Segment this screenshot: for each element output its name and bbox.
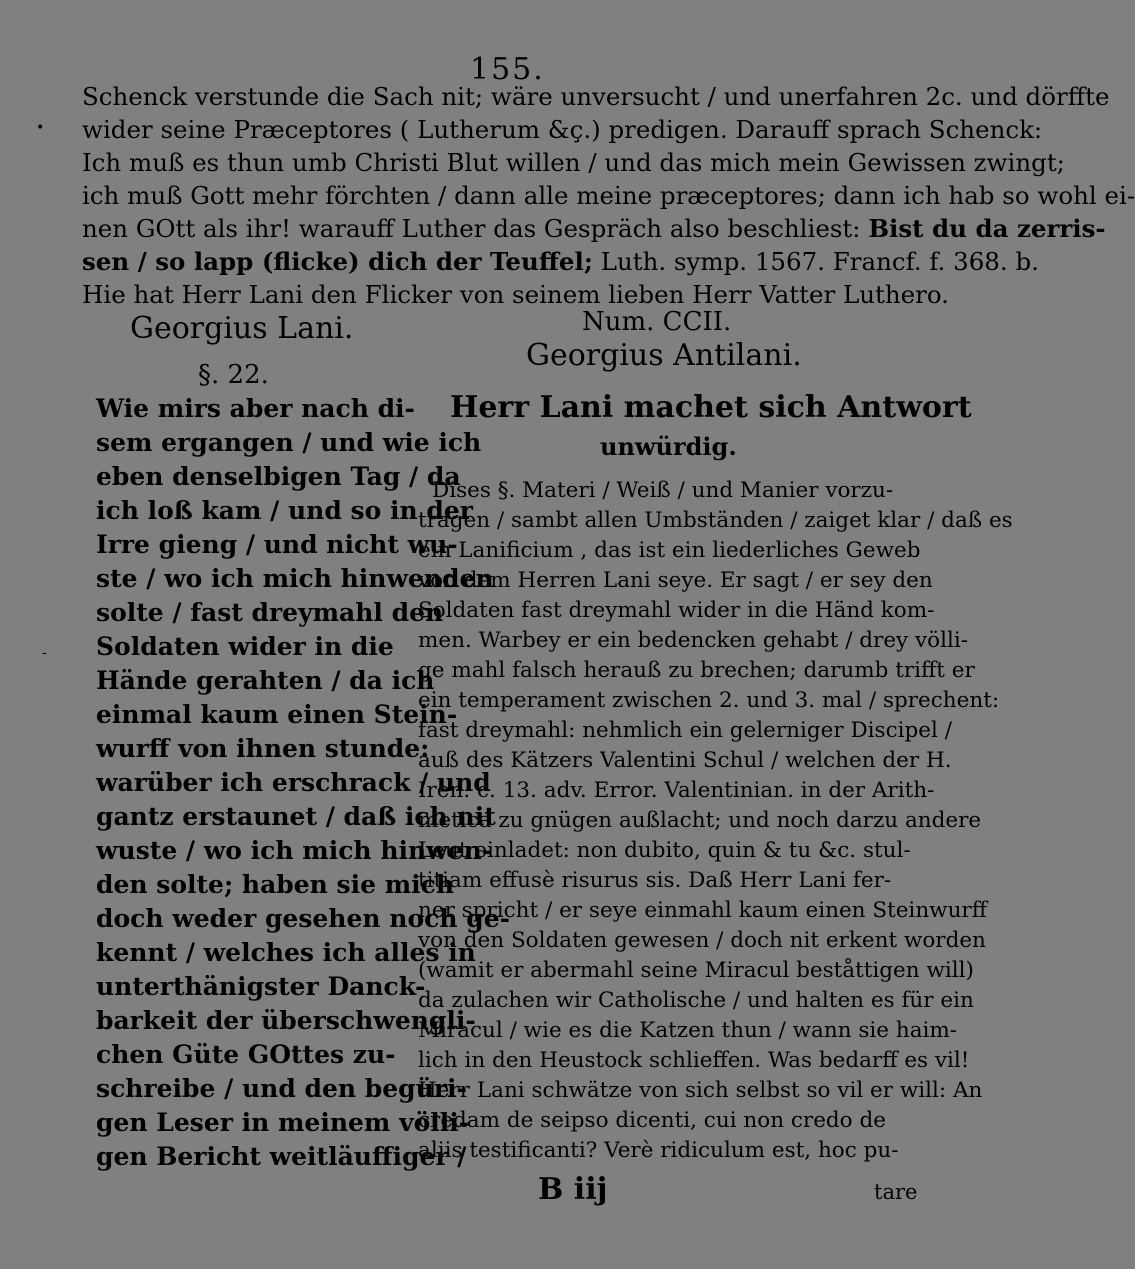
left-line: chen Güte GOttes zu- [96,1040,396,1069]
left-line: sem ergangen / und wie ich [96,428,482,457]
right-line: lich in den Heustock schlieffen. Was bedarff es vil! [418,1048,970,1073]
top-line: Ich muß es thun umb Christi Blut willen / und das mich mein Gewissen zwingt; [82,148,1065,177]
left-line: eben denselbigen Tag / da [96,462,461,491]
signature-mark: B iij [538,1172,608,1207]
left-line: gantz erstaunet / daß ich nit [96,802,496,831]
left-section: §. 22. [198,360,269,390]
top-line: wider seine Præceptores ( Lutherum &ç.) predigen. Darauff sprach Schenck: [82,115,1043,144]
left-line: Soldaten wider in die [96,632,394,661]
catchword: tare [874,1180,918,1204]
right-line: Dises §. Materi / Weiß / und Manier vorzu- [432,478,894,503]
right-line: da zulachen wir Catholische / und halten es für ein [418,988,974,1013]
right-line: Leut einladet: non dubito, quin & tu &c. stul- [418,838,911,863]
page-number: 155. [470,52,545,87]
left-line: den solte; haben sie mich [96,870,455,899]
citation: Luth. symp. 1567. Francf. f. 368. b. [600,247,1039,276]
right-line: Soldaten fast dreymahl wider in die Händ kom- [418,598,935,623]
right-heading-2: unwürdig. [600,432,737,461]
right-line: metica zu gnügen außlacht; und noch darzu andere [418,808,982,833]
right-line: Iren. c. 13. adv. Error. Valentinian. in der Arith- [418,778,935,803]
right-line: ein Lanificium , das ist ein liederliches Geweb [418,538,921,563]
top-line-text: nen GOtt als ihr! warauff Luther das Gespräch also beschliest: [82,214,861,243]
ink-speck: • [36,120,45,136]
right-line: ner spricht / er seye einmahl kaum einen Steinwurff [418,898,987,923]
right-line: von den Soldaten gewesen / doch nit erkent worden [418,928,986,953]
left-line: schreibe / und den begüri- [96,1074,467,1103]
right-line: ein temperament zwischen 2. und 3. mal / sprechent: [418,688,1000,713]
top-line: ich muß Gott mehr förchten / dann alle meine præceptores; dann ich hab so wohl ei- [82,181,1135,210]
right-line: credam de seipso dicenti, cui non credo de [418,1108,886,1133]
left-line: gen Bericht weitläuffiger / [96,1142,467,1171]
left-line: ste / wo ich mich hinwenden [96,564,494,593]
left-line: Irre gieng / und nicht wu- [96,530,458,559]
right-line: auß des Kätzers Valentini Schul / welchen der H. [418,748,952,773]
right-line: Herr Lani schwätze von sich selbst so vil er will: An [418,1078,983,1103]
left-line: unterthänigster Danck- [96,972,426,1001]
right-num: Num. CCII. [582,307,732,337]
left-line: ich loß kam / und so in der [96,496,473,525]
top-line: Hie hat Herr Lani den Flicker von seinem lieben Herr Vatter Luthero. [82,280,949,309]
left-line: doch weder gesehen noch ge- [96,904,510,933]
left-line: solte / fast dreymahl den [96,598,444,627]
right-line: (wamit er abermahl seine Miracul beståttigen will) [418,958,974,983]
left-line: gen Leser in meinem völli- [96,1108,470,1137]
top-line [82,212,1106,245]
left-line: warüber ich erschrack / und [96,768,491,797]
left-line: kennt / welches ich alles in [96,938,476,967]
right-line: Miracul / wie es die Katzen thun / wann sie haim- [418,1018,958,1043]
right-line: fast dreymahl: nehmlich ein gelerniger Discipel / [418,718,952,743]
left-author: Georgius Lani. [130,311,354,346]
left-line: wuste / wo ich mich hinwen- [96,836,493,865]
top-line-bold: sen / so lapp (flicke) dich der Teuffel; [82,247,593,276]
top-line [82,245,1039,278]
left-line: wurff von ihnen stunde: [96,734,430,763]
ink-speck: - [42,645,47,661]
right-line: von dem Herren Lani seye. Er sagt / er sey den [418,568,933,593]
left-line: Wie mirs aber nach di- [96,394,415,423]
right-line: men. Warbey er ein bedencken gehabt / drey völli- [418,628,969,653]
right-line: aliis testificanti? Verè ridiculum est, hoc pu- [418,1138,899,1163]
left-line: einmal kaum einen Stein- [96,700,458,729]
right-author: Georgius Antilani. [526,338,802,373]
right-line: tragen / sambt allen Umbständen / zaiget klar / daß es [418,508,1013,533]
top-line-bold: Bist du da zerris- [868,214,1106,243]
right-line: ge mahl falsch herauß zu brechen; darumb trifft er [418,658,975,683]
left-line: barkeit der überschwengli- [96,1006,476,1035]
right-line: titiam effusè risurus sis. Daß Herr Lani fer- [418,868,892,893]
top-line: Schenck verstunde die Sach nit; wäre unversucht / und unerfahren 2c. und dörffte [82,82,1110,111]
right-heading: Herr Lani machet sich Antwort [450,390,972,425]
left-line: Hände gerahten / da ich [96,666,435,695]
